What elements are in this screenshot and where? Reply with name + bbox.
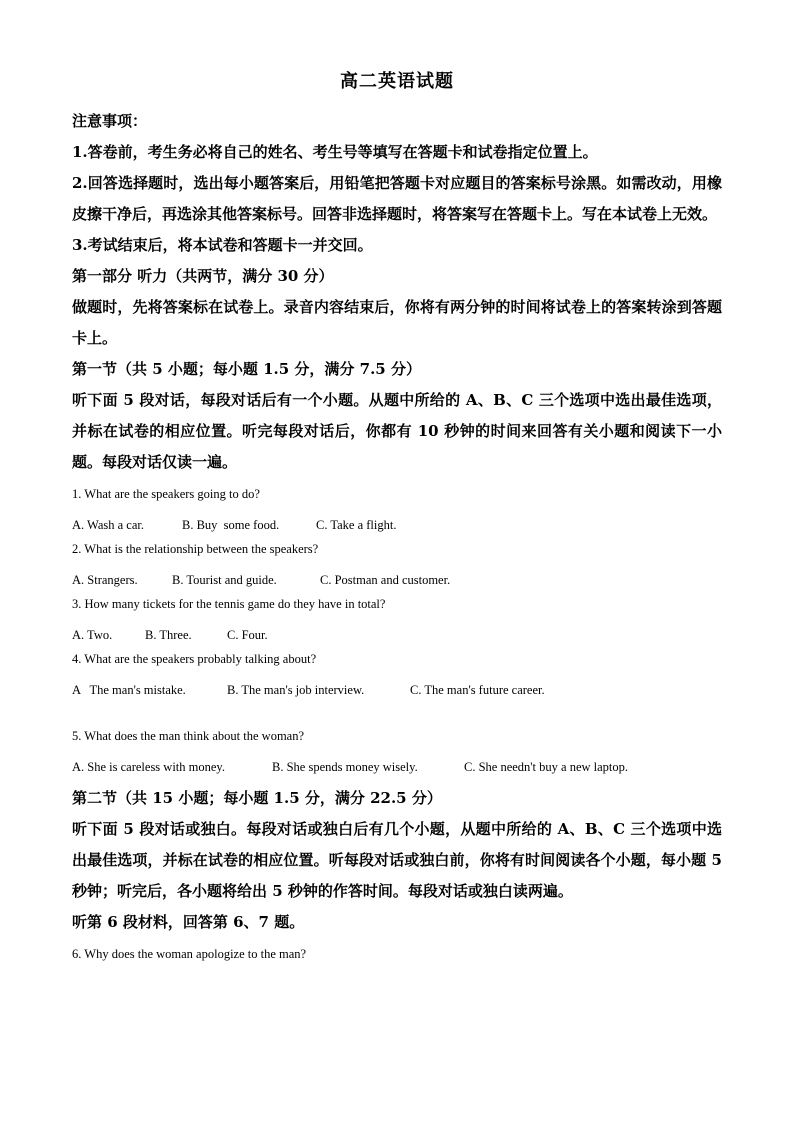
question-6 [72,946,722,962]
question-text: 4. What are the speakers probably talking about? [72,652,317,666]
option-b: B. Buy some food. [182,518,280,532]
option-c: C. She needn't buy a new laptop. [464,760,629,774]
question-1 [72,486,722,533]
option-a: A. Wash a car. [72,518,145,532]
notice-heading: 注意事项： [72,112,148,130]
question-text: 3. How many tickets for the tennis game do they have in total? [72,597,386,611]
notice-item-2: 2.回答选择题时，选出每小题答案后，用铅笔把答题卡对应题目的答案标号涂黑。如需改动，用橡皮擦干净后，再选涂其他答案标号。回答非选择题时，将答案写在答题卡上。写在本试卷上无效。 [72,174,722,223]
option-a: A The man's mistake. [72,683,186,697]
question-text: 1. What are the speakers going to do? [72,487,260,501]
option-b: B. The man's job interview. [227,683,365,697]
section2-instruction: 听下面 5 段对话或独白。每段对话或独白后有几个小题，从题中所给的 A、B、C 三个选项中选出最佳选项，并标在试卷的相应位置。听每段对话或独白前，你将有时间阅读各个小题，每小题 5 秒钟；听完后，各小题将给出 5 秒钟的作答时间。每段对话或独白读两遍。 [72,820,722,900]
part1-instruction: 做题时，先将答案标在试卷上。录音内容结束后，你将有两分钟的时间将试卷上的答案转涂到答题卡上。 [72,298,722,347]
section1-heading: 第一节（共 5 小题；每小题 1.5 分，满分 7.5 分） [72,360,421,378]
option-c: C. Take a flight. [316,518,397,532]
option-c: C. The man's future career. [410,683,545,697]
option-a: A. Strangers. [72,573,138,587]
option-c: C. Four. [227,628,268,642]
option-a: A. Two. [72,628,113,642]
question-options [72,572,722,588]
section2-heading: 第二节（共 15 小题；每小题 1.5 分，满分 22.5 分） [72,789,442,807]
question-options [72,682,722,698]
option-a: A. She is careless with money. [72,760,225,774]
option-c: C. Postman and customer. [320,573,451,587]
question-text: 5. What does the man think about the woman? [72,729,305,743]
part1-heading: 第一部分 听力（共两节，满分 30 分） [72,267,334,285]
notice-item-1: 1.答卷前，考生务必将自己的姓名、考生号等填写在答题卡和试卷指定位置上。 [72,143,598,161]
section1-instruction: 听下面 5 段对话，每段对话后有一个小题。从题中所给的 A、B、C 三个选项中选出最佳选项，并标在试卷的相应位置。听完每段对话后，你都有 10 秒钟的时间来回答有关小题和阅读下一小题。每段对话仅读一遍。 [72,391,722,471]
section2-material: 听第 6 段材料，回答第 6、7 题。 [72,913,305,931]
page-title: 高二英语试题 [340,71,454,92]
question-options [72,759,722,775]
question-text: 6. Why does the woman apologize to the man? [72,947,307,961]
option-b: B. Tourist and guide. [172,573,277,587]
question-text: 2. What is the relationship between the speakers? [72,542,319,556]
question-options [72,627,722,643]
question-4 [72,651,722,698]
question-2 [72,541,722,588]
notice-item-3: 3.考试结束后，将本试卷和答题卡一并交回。 [72,236,373,254]
question-options [72,517,722,533]
question-3 [72,596,722,643]
option-b: B. She spends money wisely. [272,760,418,774]
question-5 [72,728,722,775]
option-b: B. Three. [145,628,192,642]
exam-page [72,68,722,962]
